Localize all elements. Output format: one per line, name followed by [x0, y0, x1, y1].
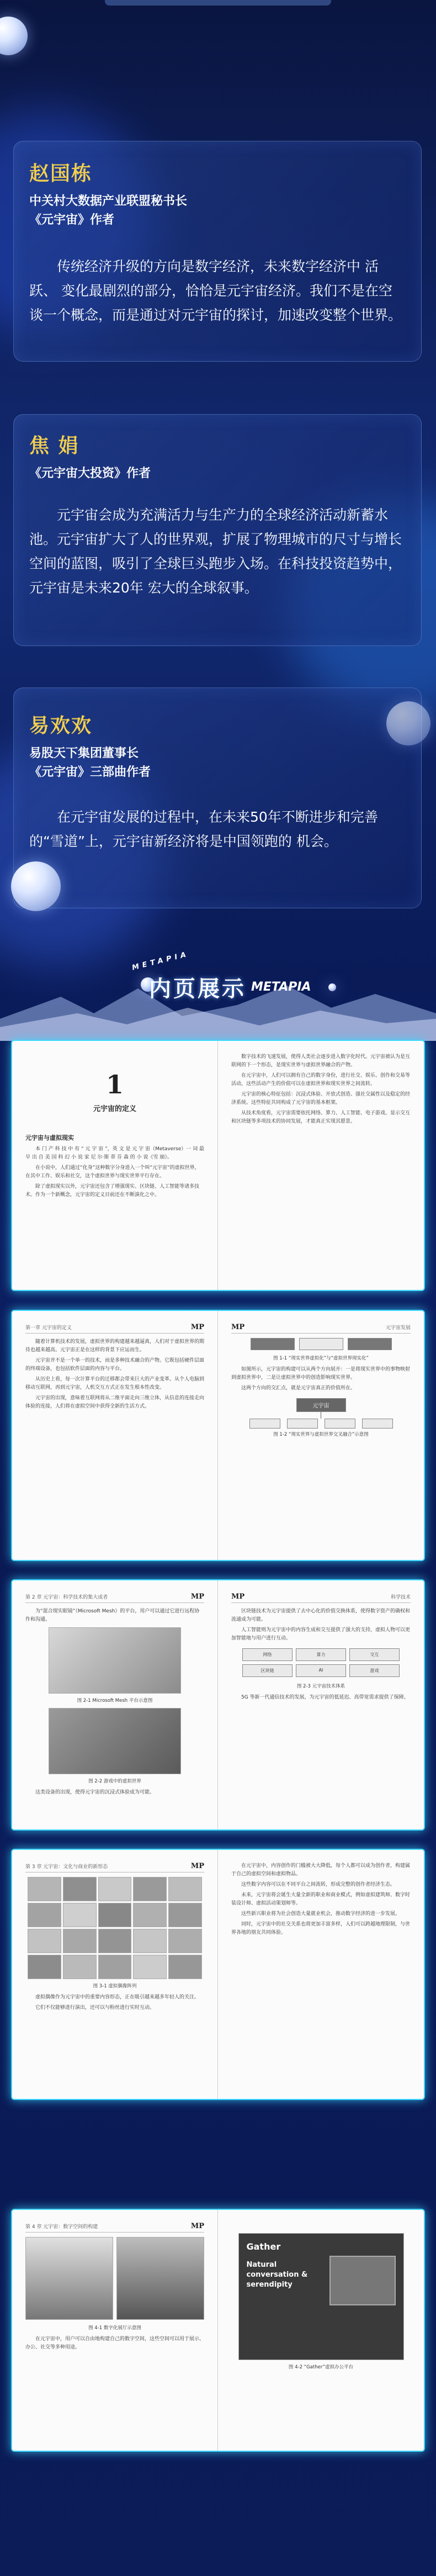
photo-tile — [63, 1929, 97, 1953]
header-text: 元宇宙发展 — [385, 1325, 411, 1331]
page-header — [231, 1593, 411, 1603]
header-text: 科学技术 — [390, 1595, 411, 1600]
expert-card-3 — [13, 687, 422, 908]
expert-quote: 传统经济升级的方向是数字经济，未来数字经济中 活跃、 变化最剧烈的部分，恰恰是元宇宙经济。我们不是在空谈一个概念，而是通过对元宇宙的探讨，加速改变整个世界。 — [29, 258, 402, 323]
decor-bubble — [386, 701, 430, 745]
expert-quote: 在元宇宙发展的过程中，在未来50年不断进步和完善的“雪道”上，元宇宙新经济将是中国领跑的 机会。 — [29, 809, 378, 849]
page-text: 这些新兴职业将为社会创造大量就业机会，推动数字经济的进一步发展。 — [241, 1911, 401, 1917]
page-text: 5G 等新一代通信技术的发展，为元宇宙的低延迟、高带宽需求提供了保障。 — [241, 1695, 409, 1700]
photo-tile — [168, 1877, 202, 1901]
decor-bubble — [328, 983, 336, 991]
book-spread-5 — [11, 2209, 425, 2452]
book-page-left — [12, 2210, 218, 2451]
header-text: 第 2 章 元宇宙：科学技术的集大成者 — [25, 1595, 108, 1600]
chapter-number: 1 — [105, 1070, 124, 1099]
page-text: 在元宇宙中，内容创作的门槛被大大降低，每个人都可以成为创作者，构建属于自己的虚拟空间和虚拟物品。 — [231, 1863, 411, 1877]
photo-tile — [63, 1877, 97, 1901]
gather-tagline: Natural conversation & serendipity — [246, 2261, 308, 2289]
figure-box: 区块链 — [242, 1664, 293, 1677]
photo-tile — [28, 1877, 61, 1901]
page-header — [25, 1593, 204, 1603]
page-text: 元宇宙的核心特征包括：沉浸式体验、开放式创造、强社交属性以及稳定的经济系统。这些特征共同构成了元宇宙的基本框架。 — [231, 1092, 411, 1105]
gather-logo-text: Gather — [246, 2241, 281, 2252]
figure-photo-pair — [25, 2237, 204, 2320]
page-header — [231, 1323, 411, 1334]
book-page-right — [218, 2210, 424, 2451]
mp-logo-icon: MP — [190, 2222, 204, 2230]
decor-bubble — [0, 17, 28, 55]
page-text: 在小说中，人们通过“化身”这种数字分身进入一个叫“元宇宙”的虚拟世界，在其中工作、娱乐和社交，这个虚拟世界与现实世界平行存在。 — [25, 1165, 200, 1179]
book-page-right — [218, 1850, 424, 2099]
book-spread-2 — [11, 1310, 425, 1561]
figure-image — [49, 1627, 181, 1694]
page-text: 数字技术的飞速发展，使得人类社会逐步进入数字化时代。元宇宙被认为是互联网的下一个形态，是现实世界与虚拟世界融合的产物。 — [231, 1054, 411, 1068]
photo-tile — [133, 1903, 167, 1927]
figure-image — [25, 2237, 113, 2320]
expert-role: 《元宇宙大投资》作者 — [29, 467, 151, 480]
expert-role: 中关村大数据产业联盟秘书长 — [29, 194, 188, 208]
figure-caption: 图 2-2 游戏中的虚拟世界 — [88, 1779, 141, 1784]
page-text: 这两个方向的交汇点，就是元宇宙真正的价值所在。 — [241, 1385, 356, 1391]
page-header — [25, 2222, 204, 2233]
page-subheading: 元宇宙与虚拟现实 — [25, 1134, 74, 1141]
figure-tree — [249, 1398, 393, 1429]
mp-logo-icon: MP — [190, 1323, 204, 1331]
page-text: 在元宇宙中，用户可以自由地构建自己的数字空间，这些空间可以用于展示、办公、社交等多种用途。 — [25, 2336, 205, 2350]
figure-caption: 图 2-3 元宇宙技术体系 — [296, 1684, 345, 1689]
decor-bubble — [11, 861, 61, 911]
book-page-right — [218, 1580, 424, 1829]
figure-box: 网络 — [242, 1648, 293, 1661]
page-header — [25, 1862, 204, 1873]
page-text: 它们不仅能够进行演出，还可以与粉丝进行实时互动。 — [35, 2005, 155, 2011]
tree-children — [249, 1419, 393, 1429]
page-text: 人工智能则为元宇宙中的内容生成和交互提供了强大的支持，虚拟人物可以更加智能地与用户进行互动。 — [231, 1627, 411, 1641]
section-title-area — [0, 947, 436, 1024]
book-spread-4 — [11, 1849, 425, 2100]
mp-logo-icon: MP — [190, 1862, 204, 1870]
page-text: 同时，元宇宙中的社交关系也将更加丰富多样，人们可以跨越地理限制，与世界各地的朋友共同体验。 — [231, 1922, 411, 1935]
expert-name: 焦 娟 — [29, 435, 79, 457]
page-text: 从历史上看，每一次计算平台的迁移都会带来巨大的产业变革。从个人电脑到移动互联网，再到元宇宙，人机交互方式正在发生根本性改变。 — [25, 1377, 205, 1390]
figure-box — [251, 1338, 295, 1350]
page-text: 区块链技术为元宇宙提供了去中心化的价值交换体系，使得数字资产的确权和流通成为可能。 — [231, 1609, 411, 1622]
photo-tile — [28, 1903, 61, 1927]
expert-card-1 — [13, 141, 422, 362]
mp-logo-icon: MP — [231, 1593, 245, 1601]
figure-box: 游戏 — [349, 1664, 400, 1677]
expert-name: 易欢欢 — [29, 715, 93, 737]
photo-tile — [28, 1955, 61, 1979]
book-page-left — [12, 1311, 218, 1560]
section-badge-arc: METAPIA — [131, 950, 190, 972]
book-page-left — [12, 1580, 218, 1829]
figure-image — [238, 2233, 404, 2360]
expert-quote: 元宇宙会成为充满活力与生产力的全球经济活动新蓄水池。元宇宙扩大了人的世界观，扩展了物理城市的尺寸与增长空间的蓝图，吸引了全球巨头跑步入场。在科技投资趋势中，元宇宙是未来20年 宏大的全球叙事。 — [29, 507, 402, 596]
page-text: 从技术角度看，元宇宙需要依托网络、算力、人工智能、电子游戏、显示交互和区块链等多项技术的协同发展，才能真正实现其愿景。 — [231, 1110, 411, 1124]
figure-box — [348, 1338, 392, 1350]
expert-role: 《元宇宙》作者 — [29, 213, 115, 227]
tree-node — [325, 1419, 355, 1429]
header-text: 第一章 元宇宙的定义 — [25, 1325, 72, 1331]
page-header — [25, 1323, 204, 1334]
photo-tile — [168, 1955, 202, 1979]
figure-image — [49, 1708, 181, 1774]
header-text: 第 4 章 元宇宙：数字空间的构建 — [25, 2224, 98, 2230]
page-text: 在元宇宙中，人们可以拥有自己的数字身份，进行社交、娱乐、创作和交易等活动，这些活动产生的价值可以在虚拟世界和现实世界之间流转。 — [231, 1073, 411, 1087]
page-text: 本 门 产 科 技 中 有 “ 元 宇 宙 ”，英 文 是 元 宇 宙（Metaverse）一 词 最 早 出 自 美 国 科 幻 小 说 家 尼 尔·斯 蒂 芬 森 的 小 说《雪 崩》。 — [25, 1146, 204, 1160]
page-text: 元宇宙并不是一个单一的技术，而是多种技术融合的产物。它既包括硬件层面的终端设备，也包括软件层面的内容与平台。 — [25, 1358, 205, 1372]
figure-image — [116, 2237, 204, 2320]
figure-caption: 图 2-1 Microsoft Mesh 平台示意图 — [77, 1698, 153, 1704]
page-text: 为“混合现实眼镜”（Microsoft Mesh）的平台，用户可以通过它进行远程协作和沟通。 — [25, 1609, 200, 1622]
photo-tile — [133, 1929, 167, 1953]
chapter-title: 元宇宙的定义 — [93, 1105, 136, 1113]
figure-grid — [242, 1648, 400, 1677]
figure-flow — [231, 1338, 411, 1350]
photo-tile — [133, 1955, 167, 1979]
figure-box — [299, 1338, 343, 1350]
photo-tile — [168, 1903, 202, 1927]
expert-role: 《元宇宙》三部曲作者 — [29, 765, 151, 779]
photo-tile — [98, 1929, 132, 1953]
expert-name: 赵国栋 — [29, 162, 93, 185]
figure-caption: 图 4-2 “Gather”虚拟办公平台 — [288, 2365, 354, 2370]
figure-caption: 图 3-1 虚拟偶像阵列 — [93, 1983, 137, 1989]
photo-tile — [28, 1929, 61, 1953]
photo-tile — [98, 1955, 132, 1979]
book-page-right — [218, 1041, 424, 1290]
page-text: 元宇宙的出现，意味着互联网将从二维平面走向三维立体，从信息的连接走向体验的连接，人们将在虚拟空间中获得全新的生活方式。 — [25, 1395, 205, 1409]
tree-node — [249, 1419, 280, 1429]
book-page-left — [12, 1041, 218, 1290]
section-title: 内页展示 — [149, 976, 246, 1002]
book-page-left — [12, 1850, 218, 2099]
page-text: 这些数字内容可以在不同平台之间流转，形成完整的创作者经济生态。 — [241, 1882, 396, 1887]
book-spread-1 — [11, 1040, 425, 1291]
gather-screen — [329, 2256, 396, 2305]
header-text: 第 3 章 元宇宙：文化与商业的新形态 — [25, 1864, 108, 1870]
figure-caption: 图 4-1 数字化展厅示意图 — [88, 2325, 141, 2331]
tree-node — [287, 1419, 318, 1429]
tree-node — [362, 1419, 393, 1429]
figure-caption: 图 1-2 “现实世界与虚拟世界交叉融合”示意图 — [273, 1432, 369, 1437]
photo-tile — [63, 1955, 97, 1979]
page-text: 除了虚拟现实以外，元宇宙还包含了增强现实、区块链、人工智能等诸多技术。作为一个新概念，元宇宙的定义目前还在不断演化之中。 — [25, 1184, 200, 1198]
figure-box: 算力 — [296, 1648, 346, 1661]
figure-box: AI — [296, 1664, 346, 1677]
mp-logo-icon: MP — [190, 1593, 204, 1601]
top-bar — [105, 0, 331, 6]
photo-tile — [63, 1903, 97, 1927]
tree-root: 元宇宙 — [296, 1398, 346, 1412]
book-spread-3 — [11, 1579, 425, 1831]
expert-role: 易股天下集团董事长 — [29, 747, 139, 760]
page-text: 虚拟偶像作为元宇宙中的重要内容形态，正在吸引越来越多年轻人的关注。 — [35, 1995, 200, 2000]
figure-caption: 图 1-1 “现实世界虚拟化”与“虚拟世界现实化” — [273, 1356, 369, 1361]
figure-photo-grid — [28, 1877, 202, 1979]
photo-tile — [168, 1929, 202, 1953]
mp-logo-icon: MP — [231, 1323, 245, 1331]
page-text: 这类设备的出现，使得元宇宙的沉浸式体验成为可能。 — [35, 1790, 155, 1795]
section-badge: METAPIA — [251, 980, 311, 994]
photo-tile — [98, 1903, 132, 1927]
page-text: 随着计算机技术的发展，虚拟世界的构建越来越逼真，人们对于虚拟世界的期待也越来越高。元宇宙正是在这样的背景下应运而生。 — [25, 1339, 205, 1353]
page-text: 未来，元宇宙将会诞生大量全新的职业和商业模式，例如虚拟建筑师、数字时装设计师、虚拟活动策划师等。 — [231, 1892, 411, 1906]
page-text: 如图所示，元宇宙的构建可以从两个方向展开：一是将现实世界中的事物映射到虚拟世界中，二是让虚拟世界中的创造影响现实世界。 — [231, 1367, 411, 1380]
photo-tile — [133, 1877, 167, 1901]
expert-card-2 — [13, 414, 422, 646]
figure-box: 交互 — [349, 1648, 400, 1661]
book-page-right — [218, 1311, 424, 1560]
photo-tile — [98, 1877, 132, 1901]
